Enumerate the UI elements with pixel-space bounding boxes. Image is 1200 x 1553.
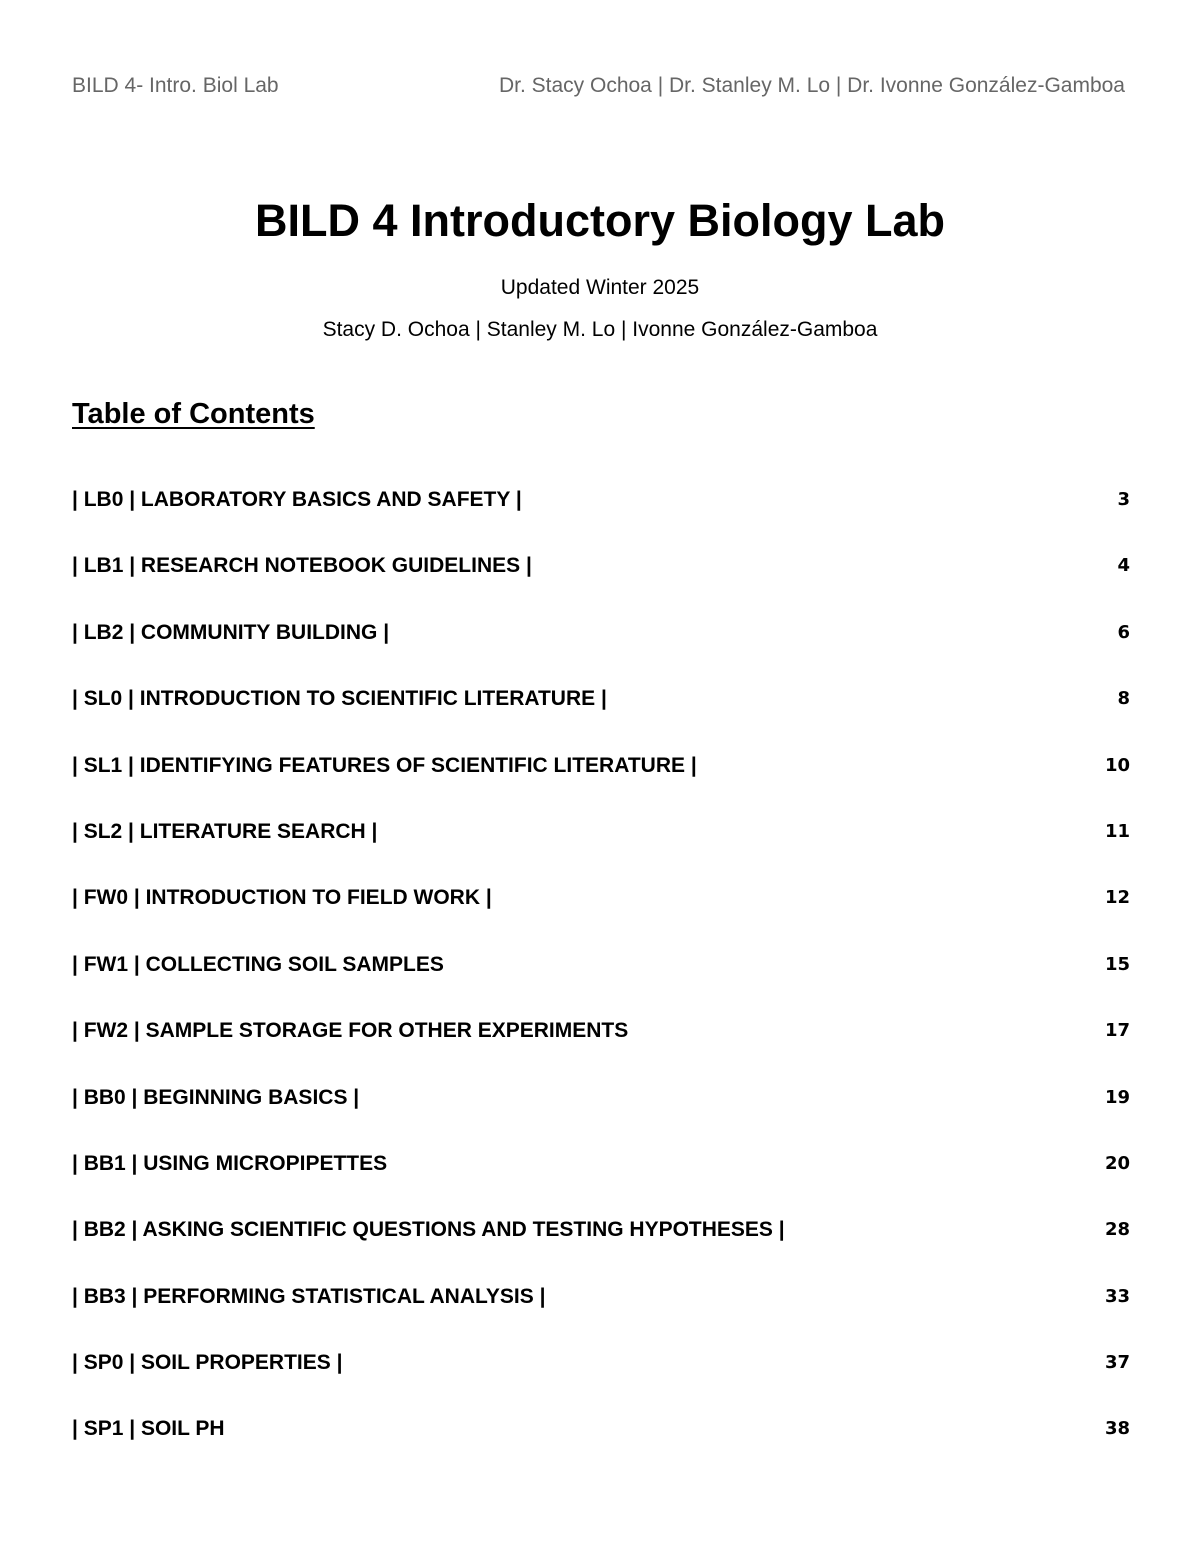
toc-entry-lb2[interactable] bbox=[72, 617, 1130, 683]
toc-entry-title: | SP0 | SOIL PROPERTIES | bbox=[72, 1351, 343, 1375]
toc-entry-bb3[interactable] bbox=[72, 1281, 1130, 1347]
toc-entry-sl0[interactable] bbox=[72, 683, 1130, 749]
toc-entry-sp1[interactable] bbox=[72, 1413, 1130, 1479]
toc-entry-title: | SL1 | IDENTIFYING FEATURES OF SCIENTIFIC LITERATURE | bbox=[72, 753, 697, 777]
toc-entry-page: 19 bbox=[1104, 1086, 1130, 1108]
toc-entry-title: | BB1 | USING MICROPIPETTES bbox=[72, 1151, 388, 1175]
toc-entry-page: 38 bbox=[1104, 1418, 1130, 1440]
toc-entry-page: 12 bbox=[1104, 887, 1130, 909]
toc-entry-page: 37 bbox=[1104, 1352, 1130, 1374]
document-authors: Stacy D. Ochoa | Stanley M. Lo | Ivonne González-Gamboa bbox=[322, 318, 878, 341]
toc-entry-title: | BB2 | ASKING SCIENTIFIC QUESTIONS AND TESTING HYPOTHESES | bbox=[72, 1218, 785, 1242]
toc-entry-page: 15 bbox=[1104, 953, 1130, 975]
toc-entry-page: 20 bbox=[1104, 1152, 1130, 1174]
toc-entry-page: 4 bbox=[1117, 555, 1130, 577]
toc-entry-bb0[interactable] bbox=[72, 1082, 1130, 1148]
toc-entry-title: | LB1 | RESEARCH NOTEBOOK GUIDELINES | bbox=[72, 554, 532, 578]
toc-entry-lb1[interactable] bbox=[72, 550, 1130, 616]
header-course: BILD 4- Intro. Biol Lab bbox=[72, 74, 279, 97]
toc-entry-bb1[interactable] bbox=[72, 1148, 1130, 1214]
toc-entry-page: 17 bbox=[1104, 1020, 1130, 1042]
toc-entry-title: | BB3 | PERFORMING STATISTICAL ANALYSIS | bbox=[72, 1284, 546, 1308]
toc-entry-fw2[interactable] bbox=[72, 1015, 1130, 1081]
toc-entry-title: | LB2 | COMMUNITY BUILDING | bbox=[72, 620, 390, 644]
toc-entry-page: 10 bbox=[1104, 754, 1130, 776]
toc-entry-page: 8 bbox=[1117, 688, 1130, 710]
toc-entry-title: | FW0 | INTRODUCTION TO FIELD WORK | bbox=[72, 886, 492, 910]
toc-entry-page: 3 bbox=[1117, 489, 1130, 510]
table-of-contents bbox=[72, 484, 1130, 1480]
toc-entry-fw1[interactable] bbox=[72, 949, 1130, 1015]
toc-entry-title: | SL0 | INTRODUCTION TO SCIENTIFIC LITERATURE | bbox=[72, 687, 607, 711]
toc-entry-lb0[interactable] bbox=[72, 484, 1130, 550]
document-title: BILD 4 Introductory Biology Lab bbox=[254, 195, 945, 246]
toc-entry-title: | SL2 | LITERATURE SEARCH | bbox=[72, 819, 378, 843]
toc-entry-title: | LB0 | LABORATORY BASICS AND SAFETY | bbox=[72, 488, 522, 511]
toc-entry-title: | BB0 | BEGINNING BASICS | bbox=[72, 1085, 360, 1109]
toc-entry-page: 6 bbox=[1117, 621, 1130, 643]
toc-entry-title: | FW1 | COLLECTING SOIL SAMPLES bbox=[72, 952, 444, 976]
toc-entry-page: 11 bbox=[1104, 820, 1130, 842]
toc-entry-title: | FW2 | SAMPLE STORAGE FOR OTHER EXPERIMENTS bbox=[72, 1019, 629, 1043]
header-instructors: Dr. Stacy Ochoa | Dr. Stanley M. Lo | Dr. Ivonne González-Gamboa bbox=[498, 74, 1125, 97]
toc-entry-fw0[interactable] bbox=[72, 882, 1130, 948]
toc-entry-bb2[interactable] bbox=[72, 1214, 1130, 1280]
toc-entry-page: 33 bbox=[1104, 1285, 1130, 1307]
toc-entry-sl2[interactable] bbox=[72, 816, 1130, 882]
toc-entry-sl1[interactable] bbox=[72, 750, 1130, 816]
toc-entry-sp0[interactable] bbox=[72, 1347, 1130, 1413]
running-header bbox=[72, 74, 1125, 102]
toc-entry-page: 28 bbox=[1104, 1219, 1130, 1241]
document-updated-date: Updated Winter 2025 bbox=[500, 276, 700, 299]
toc-entry-title: | SP1 | SOIL PH bbox=[72, 1417, 225, 1441]
toc-heading: Table of Contents bbox=[72, 398, 315, 430]
